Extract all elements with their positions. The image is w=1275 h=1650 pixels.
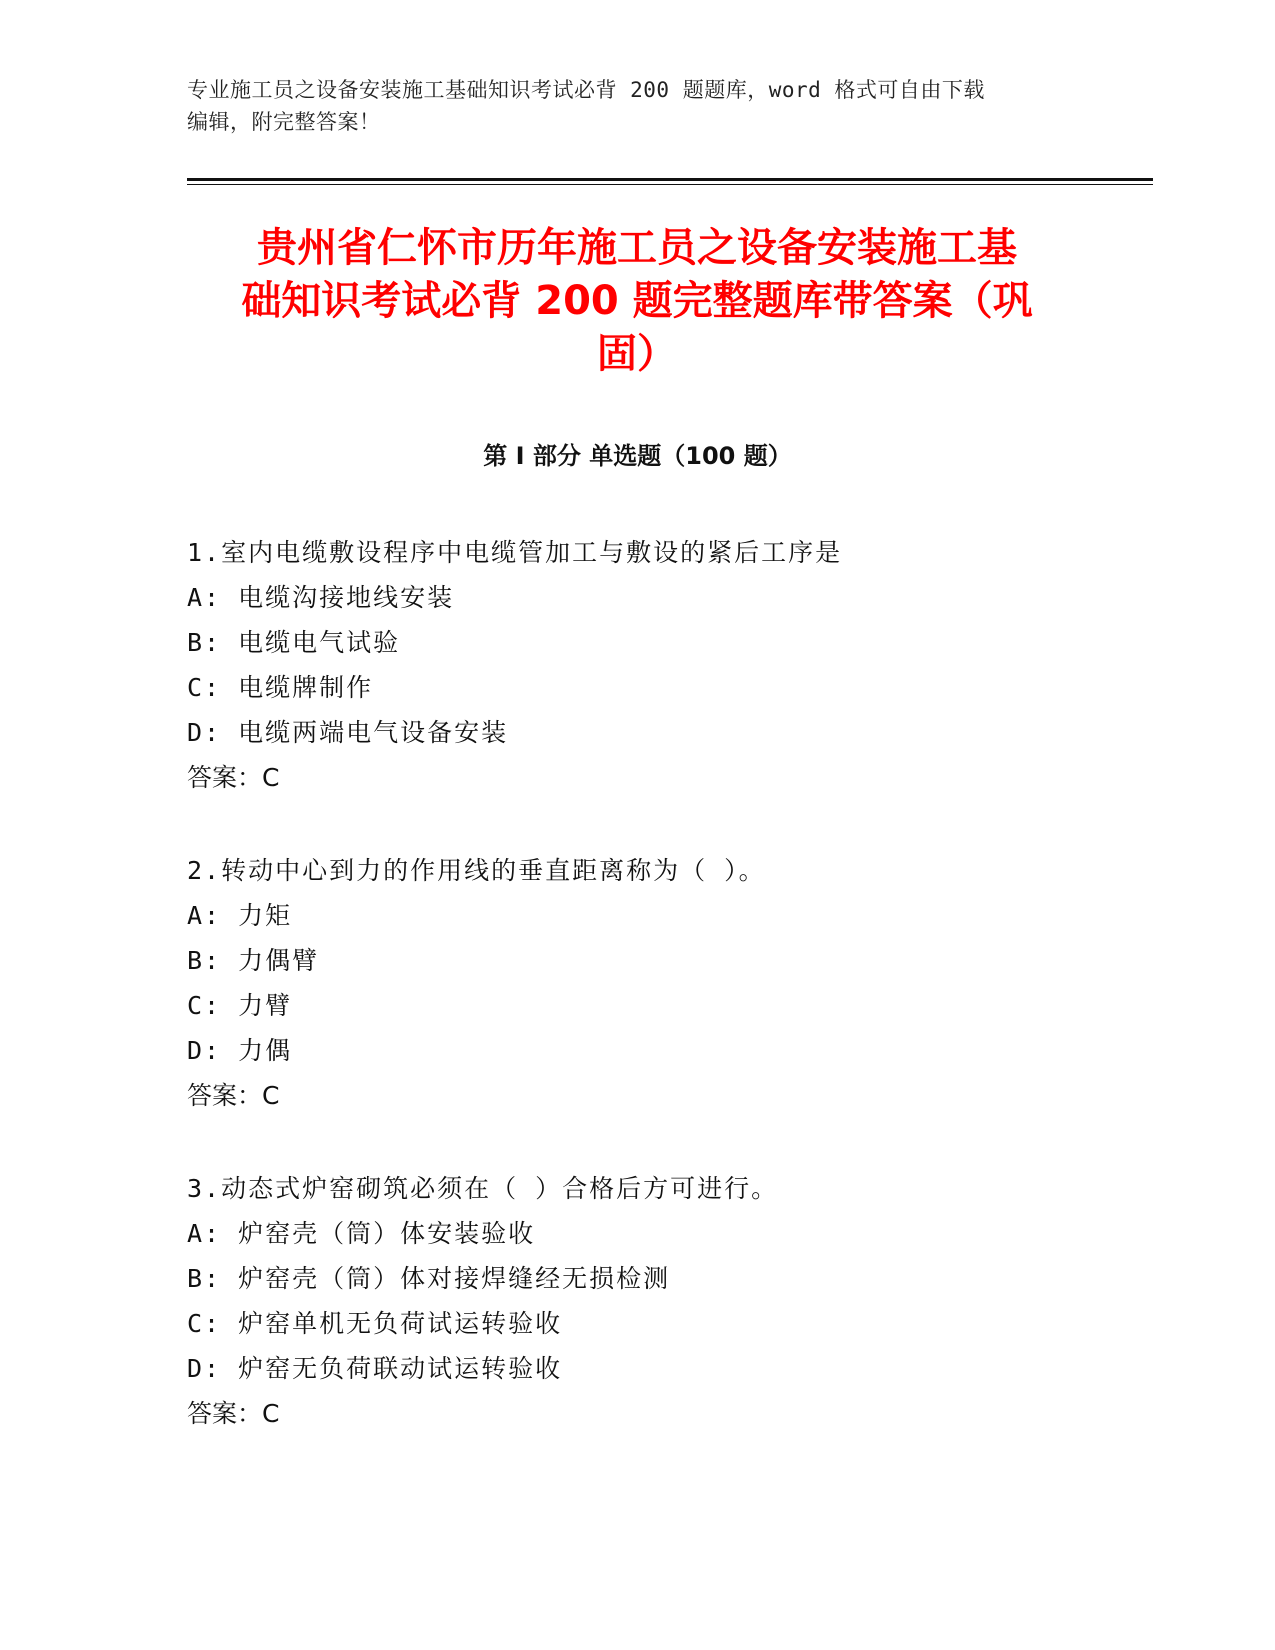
question-list <box>187 530 1087 1484</box>
option-c: C: 炉窑单机无负荷试运转验收 <box>187 1309 563 1338</box>
option-b: B: 电缆电气试验 <box>187 628 401 657</box>
option-c: C: 电缆牌制作 <box>187 673 374 702</box>
document-title <box>187 222 1087 381</box>
option-a: A: 电缆沟接地线安装 <box>187 583 455 612</box>
option-b: B: 力偶臂 <box>187 946 320 975</box>
question-stem: 2.转动中心到力的作用线的垂直距离称为（ ）。 <box>187 856 766 885</box>
question-stem: 1.室内电缆敷设程序中电缆管加工与敷设的紧后工序是 <box>187 538 843 567</box>
document-title-line-3: 固） <box>597 331 677 377</box>
question-2 <box>187 848 1087 1118</box>
option-a: A: 力矩 <box>187 901 293 930</box>
question-1 <box>187 530 1087 800</box>
answer: 答案：C <box>187 1399 280 1428</box>
header-note-line-1: 专业施工员之设备安装施工基础知识考试必背 200 题题库，word 格式可自由下载 <box>187 78 985 102</box>
header-note <box>187 74 1067 138</box>
document-title-line-1: 贵州省仁怀市历年施工员之设备安装施工基 <box>257 225 1017 271</box>
option-d: D: 力偶 <box>187 1036 293 1065</box>
option-b: B: 炉窑壳（筒）体对接焊缝经无损检测 <box>187 1264 671 1293</box>
section-title: 第 I 部分 单选题（100 题） <box>483 442 792 470</box>
question-3 <box>187 1166 1087 1436</box>
header-note-line-2: 编辑，附完整答案！ <box>187 110 381 134</box>
document-title-line-2: 础知识考试必背 200 题完整题库带答案（巩 <box>241 278 1033 324</box>
option-d: D: 炉窑无负荷联动试运转验收 <box>187 1354 563 1383</box>
question-stem: 3.动态式炉窑砌筑必须在（ ）合格后方可进行。 <box>187 1174 779 1203</box>
option-c: C: 力臂 <box>187 991 293 1020</box>
answer: 答案：C <box>187 1081 280 1110</box>
header-divider-thick <box>187 178 1153 181</box>
option-d: D: 电缆两端电气设备安装 <box>187 718 509 747</box>
answer: 答案：C <box>187 763 280 792</box>
header-divider-thin <box>187 184 1153 185</box>
option-a: A: 炉窑壳（筒）体安装验收 <box>187 1219 536 1248</box>
